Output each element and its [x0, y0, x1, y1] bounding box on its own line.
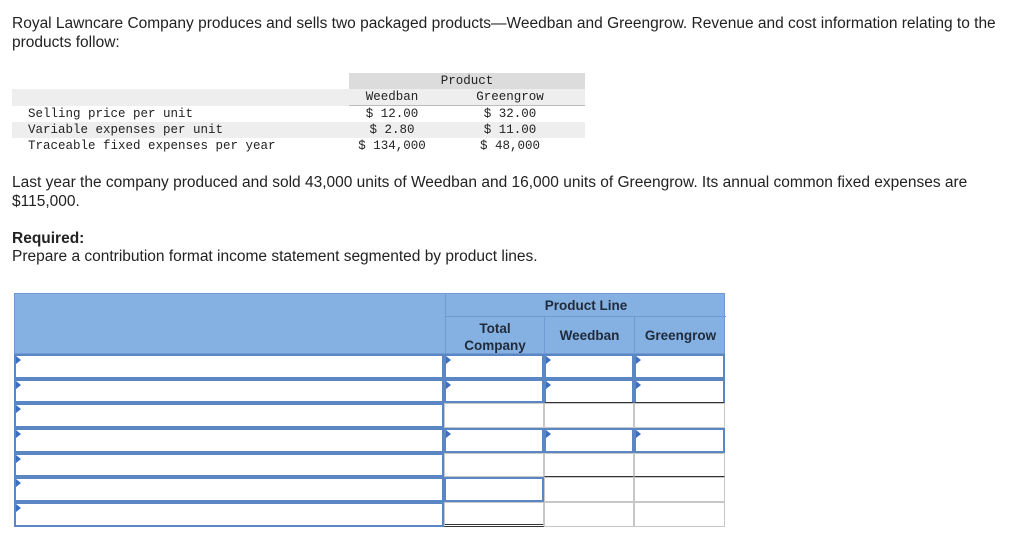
weedban-input[interactable] [545, 404, 633, 427]
row-value: $ 11.00 [435, 122, 585, 138]
total-input[interactable] [445, 404, 543, 427]
total-input[interactable] [446, 479, 542, 500]
row-value: $ 12.00 [365, 107, 419, 121]
total-input[interactable] [445, 503, 543, 524]
greengrow-input[interactable] [635, 478, 724, 501]
total-input[interactable] [446, 381, 542, 402]
weedban-input[interactable] [545, 503, 633, 526]
table-row [14, 403, 725, 428]
product-columns-row [12, 89, 585, 106]
row-value: $ 134,000 [358, 139, 426, 153]
greengrow-input[interactable] [636, 356, 723, 377]
income-statement-grid [14, 293, 725, 527]
table-row [14, 502, 725, 527]
label-dropdown[interactable] [16, 430, 442, 451]
table-row [14, 477, 725, 502]
row-value: $ 32.00 [483, 107, 537, 121]
weedban-input[interactable] [546, 381, 632, 403]
greengrow-input[interactable] [636, 430, 723, 451]
row-label: Traceable fixed expenses per year [28, 139, 276, 153]
product-line-header: Product Line [445, 294, 726, 317]
greengrow-input[interactable] [636, 381, 723, 403]
table-row [14, 428, 725, 453]
greengrow-header: Greengrow [644, 328, 717, 343]
label-dropdown[interactable] [16, 479, 442, 500]
label-dropdown[interactable] [16, 381, 442, 402]
label-dropdown[interactable] [16, 455, 442, 476]
greengrow-input[interactable] [635, 404, 724, 427]
units-paragraph: Last year the company produced and sold 43,000 units of Weedban and 16,000 units of Greengrow. Its annual common fixed expenses are $115,000. [12, 174, 968, 210]
table-row [14, 453, 725, 478]
label-dropdown[interactable] [16, 405, 442, 426]
row-label: Selling price per unit [28, 106, 194, 121]
label-dropdown[interactable] [16, 356, 442, 377]
total-input[interactable] [446, 356, 542, 377]
required-heading: Required: [12, 230, 85, 247]
product-header-row [12, 73, 585, 89]
table-row [14, 379, 725, 404]
row-label: Variable expenses per unit [12, 122, 349, 138]
row-value: $ 2.80 [349, 122, 435, 138]
table-row [14, 354, 725, 379]
table-row [12, 122, 585, 138]
total-company-header: Total Company [445, 317, 545, 355]
col-weedban: Weedban [349, 89, 435, 106]
weedban-input[interactable] [545, 454, 633, 477]
greengrow-input[interactable] [635, 503, 724, 526]
table-row [12, 106, 585, 123]
weedban-header: Weedban [545, 317, 635, 355]
total-input[interactable] [445, 454, 543, 477]
required-text: Prepare a contribution format income statement segmented by product lines. [12, 248, 538, 265]
weedban-input[interactable] [545, 478, 633, 501]
weedban-input[interactable] [546, 356, 632, 377]
weedban-input[interactable] [546, 430, 632, 451]
total-input[interactable] [446, 430, 542, 451]
product-info-table [12, 73, 585, 154]
product-header: Product [349, 73, 585, 89]
col-greengrow: Greengrow [435, 89, 585, 106]
row-value: $ 48,000 [479, 139, 540, 153]
grid-header [14, 293, 725, 354]
label-dropdown[interactable] [16, 504, 442, 525]
greengrow-input[interactable] [635, 454, 724, 477]
table-row [12, 138, 585, 154]
intro-paragraph: Royal Lawncare Company produces and sells two packaged products—Weedban and Greengrow. Revenue and cost information relating to the products follow: [12, 15, 996, 51]
